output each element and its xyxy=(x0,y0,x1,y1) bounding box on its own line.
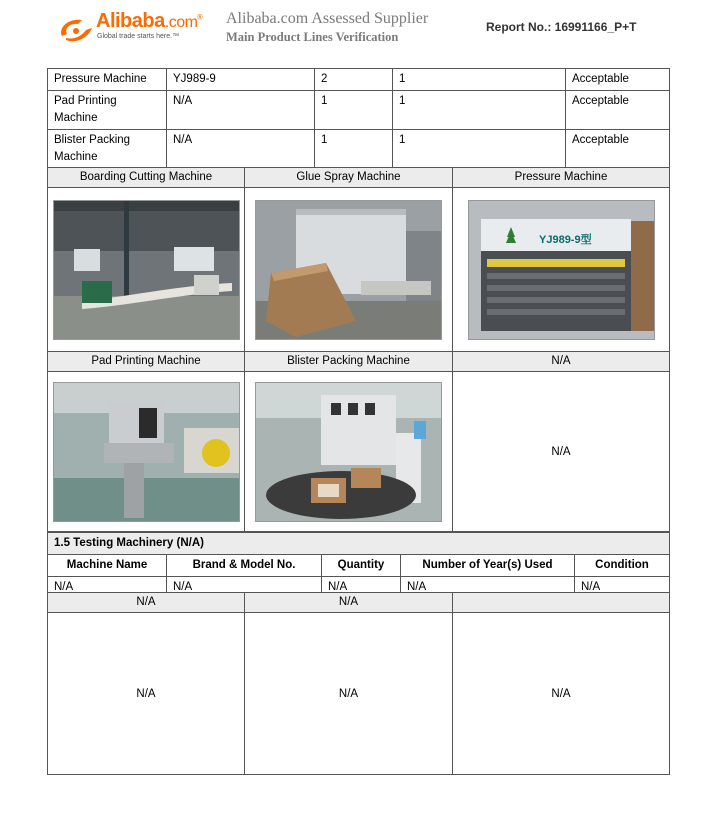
photo-caption: N/A xyxy=(48,593,245,613)
alibaba-logo xyxy=(56,10,206,50)
photo-caption: Blister Packing Machine xyxy=(245,352,453,372)
machine-condition: Acceptable xyxy=(566,69,670,91)
na-text: N/A xyxy=(551,687,571,700)
machine-model: N/A xyxy=(167,91,315,130)
photo-cell xyxy=(245,372,453,532)
photo-cell xyxy=(453,188,670,352)
column-header: Quantity xyxy=(322,555,401,577)
photo-cell xyxy=(48,188,245,352)
photo-caption: N/A xyxy=(245,593,453,613)
machine-quantity: 2 xyxy=(315,69,393,91)
logo-com: .com xyxy=(164,14,198,31)
pressure-machine-photo xyxy=(468,200,655,340)
machine-model: N/A xyxy=(167,130,315,169)
machine-name: Pressure Machine xyxy=(48,69,167,91)
table-row xyxy=(48,91,670,130)
alibaba-logo-icon xyxy=(56,14,96,46)
photo-caption: Pressure Machine xyxy=(453,168,670,188)
report-number: Report No.: 16991166_P+T xyxy=(486,20,637,34)
machine-quantity: 1 xyxy=(315,130,393,169)
table-cell: N/A xyxy=(575,577,670,599)
na-text: N/A xyxy=(551,445,571,458)
column-header: Machine Name xyxy=(48,555,167,577)
logo-reg: ® xyxy=(197,14,203,22)
na-text: N/A xyxy=(338,687,359,700)
testing-machinery-table xyxy=(47,532,670,599)
machine-years: 1 xyxy=(393,91,566,130)
report-subtitle: Main Product Lines Verification xyxy=(226,30,399,44)
photo-caption: N/A xyxy=(453,352,670,372)
column-header: Number of Year(s) Used xyxy=(401,555,575,577)
table-cell: N/A xyxy=(48,577,167,599)
glue-spray-machine-photo xyxy=(255,200,442,340)
machine-condition: Acceptable xyxy=(566,130,670,169)
machine-condition: Acceptable xyxy=(566,91,670,130)
machine-model: YJ989-9 xyxy=(167,69,315,91)
machine-quantity: 1 xyxy=(315,91,393,130)
table-cell: N/A xyxy=(401,577,575,599)
table-row xyxy=(48,69,670,91)
column-header: Condition xyxy=(575,555,670,577)
section-title: 1.5 Testing Machinery (N/A) xyxy=(48,533,670,555)
photo-cell-empty xyxy=(453,613,670,775)
table-cell: N/A xyxy=(167,577,322,599)
table-cell: N/A xyxy=(322,577,401,599)
blister-packing-machine-photo xyxy=(255,382,442,522)
logo-tagline: Global trade starts here.™ xyxy=(97,33,180,40)
photo-caption: Pad Printing Machine xyxy=(48,352,245,372)
machine-years: 1 xyxy=(393,130,566,169)
table-row xyxy=(48,130,670,169)
photo-cell-empty xyxy=(48,613,245,775)
machine-name: Blister Packing Machine xyxy=(48,130,167,169)
machines-table xyxy=(47,68,670,169)
photo-caption: Glue Spray Machine xyxy=(245,168,453,188)
logo-word: Alibaba xyxy=(96,10,165,32)
machine-name: Pad Printing Machine xyxy=(48,91,167,130)
na-text: N/A xyxy=(136,687,156,700)
testing-photo-grid xyxy=(47,592,670,775)
boarding-cutting-machine-photo xyxy=(53,200,240,340)
photo-cell xyxy=(48,372,245,532)
page-header xyxy=(0,0,708,62)
report-title: Alibaba.com Assessed Supplier xyxy=(226,10,429,27)
photo-caption xyxy=(453,593,670,613)
photo-cell-empty xyxy=(245,613,453,775)
photo-caption: Boarding Cutting Machine xyxy=(48,168,245,188)
photo-cell-empty xyxy=(453,372,670,532)
photo-cell xyxy=(245,188,453,352)
machine-years: 1 xyxy=(393,69,566,91)
pressure-machine-sign: YJ989-9型 xyxy=(538,233,592,246)
pad-printing-machine-photo xyxy=(53,382,240,522)
column-header: Brand & Model No. xyxy=(167,555,322,577)
photo-grid xyxy=(47,167,670,532)
